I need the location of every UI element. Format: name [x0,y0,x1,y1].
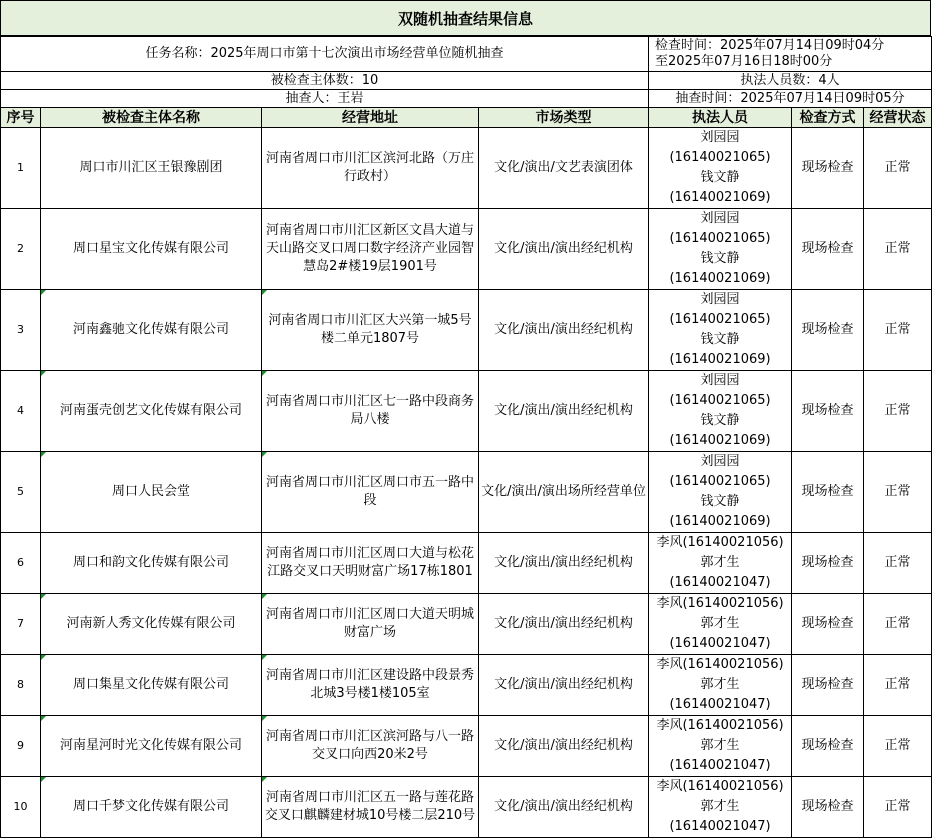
officer-name: 郭才生(16140021047) [669,616,771,651]
check-time-end: 至2025年07月16日18时00分 [655,54,833,69]
cell-market-type[interactable]: 文化/演出/演出经纪机构 [479,209,649,290]
cell-market-type[interactable]: 文化/演出/演出经纪机构 [479,655,649,716]
cell-address[interactable]: 河南省周口市川汇区建设路中段景秀北城3号楼1楼105室 [262,655,479,716]
cell-status[interactable]: 正常 [864,777,932,838]
officer-name: 李风(16140021056) [656,535,784,550]
cell-method[interactable]: 现场检查 [792,716,864,777]
cell-address[interactable]: 河南省周口市川汇区滨河北路（万庄行政村） [262,128,479,209]
cell-market-type[interactable]: 文化/演出/文艺表演团体 [479,128,649,209]
cell-market-type[interactable]: 文化/演出/演出经纪机构 [479,371,649,452]
result-table [0,36,932,838]
cell-no[interactable]: 3 [1,290,41,371]
officer-name: 郭才生(16140021047) [669,738,771,773]
cell-status[interactable]: 正常 [864,655,932,716]
cell-entity-name[interactable]: 河南鑫驰文化传媒有限公司 [41,290,262,371]
check-time-start: 检查时间：2025年07月14日09时04分 [655,38,885,53]
cell-status[interactable]: 正常 [864,371,932,452]
cell-entity-name[interactable]: 周口集星文化传媒有限公司 [41,655,262,716]
cell-officers[interactable] [649,371,792,452]
cell-status[interactable]: 正常 [864,716,932,777]
table-row [1,655,932,716]
officer-name: 刘园园(16140021065) [669,454,771,489]
cell-address[interactable]: 河南省周口市川汇区滨河路与八一路交叉口向西20米2号 [262,716,479,777]
officer-name: 李风(16140021056) [656,657,784,672]
cell-method[interactable]: 现场检查 [792,594,864,655]
cell-entity-name[interactable]: 河南星河时光文化传媒有限公司 [41,716,262,777]
cell-market-type[interactable]: 文化/演出/演出经纪机构 [479,777,649,838]
cell-no[interactable]: 9 [1,716,41,777]
table-body [1,128,932,838]
cell-no[interactable]: 2 [1,209,41,290]
officer-name: 李风(16140021056) [656,779,784,794]
cell-officers[interactable] [649,533,792,594]
cell-entity-name[interactable]: 周口市川汇区王银豫剧团 [41,128,262,209]
cell-no[interactable]: 1 [1,128,41,209]
cell-status[interactable]: 正常 [864,290,932,371]
col-header-officers[interactable]: 执法人员 [649,108,792,128]
cell-address[interactable]: 河南省周口市川汇区大兴第一城5号楼二单元1807号 [262,290,479,371]
officer-name: 刘园园(16140021065) [669,373,771,408]
column-header-row [1,108,932,128]
table-row [1,594,932,655]
cell-no[interactable]: 7 [1,594,41,655]
cell-no[interactable]: 8 [1,655,41,716]
col-header-no[interactable]: 序号 [1,108,41,128]
officer-name: 郭才生(16140021047) [669,799,771,834]
cell-method[interactable]: 现场检查 [792,128,864,209]
cell-entity-name[interactable]: 周口千梦文化传媒有限公司 [41,777,262,838]
officer-name: 刘园园(16140021065) [669,292,771,327]
officer-name: 刘园园(16140021065) [669,211,771,246]
cell-address[interactable]: 河南省周口市川汇区周口大道与松花江路交叉口天明财富广场17栋1801 [262,533,479,594]
cell-entity-name[interactable]: 周口和韵文化传媒有限公司 [41,533,262,594]
table-row [1,290,932,371]
officer-count[interactable]: 执法人员数：4人 [649,72,932,90]
entity-count[interactable]: 被检查主体数：10 [1,72,649,90]
cell-no[interactable]: 6 [1,533,41,594]
col-header-market-type[interactable]: 市场类型 [479,108,649,128]
cell-method[interactable]: 现场检查 [792,371,864,452]
sample-time[interactable]: 抽查时间：2025年07月14日09时05分 [649,90,932,108]
cell-address[interactable]: 河南省周口市川汇区周口市五一路中段 [262,452,479,533]
cell-entity-name[interactable]: 河南新人秀文化传媒有限公司 [41,594,262,655]
table-row [1,452,932,533]
cell-officers[interactable] [649,128,792,209]
cell-no[interactable]: 4 [1,371,41,452]
officer-name: 钱文静(16140021069) [669,251,771,286]
cell-entity-name[interactable]: 河南蛋壳创艺文化传媒有限公司 [41,371,262,452]
table-row [1,128,932,209]
cell-officers[interactable] [649,209,792,290]
table-row [1,371,932,452]
cell-no[interactable]: 10 [1,777,41,838]
col-header-address[interactable]: 经营地址 [262,108,479,128]
cell-officers[interactable] [649,655,792,716]
cell-method[interactable]: 现场检查 [792,452,864,533]
cell-no[interactable]: 5 [1,452,41,533]
sheet-title[interactable]: 双随机抽查结果信息 [0,0,931,36]
task-name[interactable]: 任务名称：2025年周口市第十七次演出市场经营单位随机抽查 [1,37,649,72]
officer-name: 郭才生(16140021047) [669,677,771,712]
cell-market-type[interactable]: 文化/演出/演出经纪机构 [479,716,649,777]
cell-method[interactable]: 现场检查 [792,777,864,838]
cell-address[interactable]: 河南省周口市川汇区周口大道天明城财富广场 [262,594,479,655]
cell-market-type[interactable]: 文化/演出/演出经纪机构 [479,290,649,371]
cell-entity-name[interactable]: 周口星宝文化传媒有限公司 [41,209,262,290]
officer-name: 李风(16140021056) [656,718,784,733]
cell-method[interactable]: 现场检查 [792,290,864,371]
col-header-name[interactable]: 被检查主体名称 [41,108,262,128]
table-row [1,209,932,290]
officer-name: 郭才生(16140021047) [669,555,771,590]
table-row [1,716,932,777]
cell-market-type[interactable]: 文化/演出/演出经纪机构 [479,533,649,594]
officer-name: 钱文静(16140021069) [669,332,771,367]
officer-name: 李风(16140021056) [656,596,784,611]
officer-name: 钱文静(16140021069) [669,170,771,205]
cell-method[interactable]: 现场检查 [792,209,864,290]
table-row [1,533,932,594]
cell-method[interactable]: 现场检查 [792,533,864,594]
cell-address[interactable]: 河南省周口市川汇区五一路与莲花路交叉口麒麟建材城10号楼二层210号 [262,777,479,838]
col-header-status[interactable]: 经营状态 [864,108,932,128]
cell-officers[interactable] [649,716,792,777]
cell-officers[interactable] [649,290,792,371]
table-row [1,777,932,838]
sampler[interactable]: 抽查人：王岩 [1,90,649,108]
cell-status[interactable]: 正常 [864,533,932,594]
cell-address[interactable]: 河南省周口市川汇区新区文昌大道与天山路交叉口周口数字经济产业园智慧岛2#楼19层1901号 [262,209,479,290]
officer-name: 钱文静(16140021069) [669,413,771,448]
cell-address[interactable]: 河南省周口市川汇区七一路中段商务局八楼 [262,371,479,452]
cell-status[interactable]: 正常 [864,594,932,655]
cell-status[interactable]: 正常 [864,128,932,209]
officer-name: 钱文静(16140021069) [669,494,771,529]
officer-name: 刘园园(16140021065) [669,130,771,165]
cell-method[interactable]: 现场检查 [792,655,864,716]
check-time[interactable] [649,37,932,72]
cell-officers[interactable] [649,594,792,655]
cell-market-type[interactable]: 文化/演出/演出经纪机构 [479,594,649,655]
col-header-method[interactable]: 检查方式 [792,108,864,128]
cell-officers[interactable] [649,452,792,533]
cell-officers[interactable] [649,777,792,838]
cell-status[interactable]: 正常 [864,452,932,533]
cell-entity-name[interactable]: 周口人民会堂 [41,452,262,533]
cell-status[interactable]: 正常 [864,209,932,290]
cell-market-type[interactable]: 文化/演出/演出场所经营单位 [479,452,649,533]
